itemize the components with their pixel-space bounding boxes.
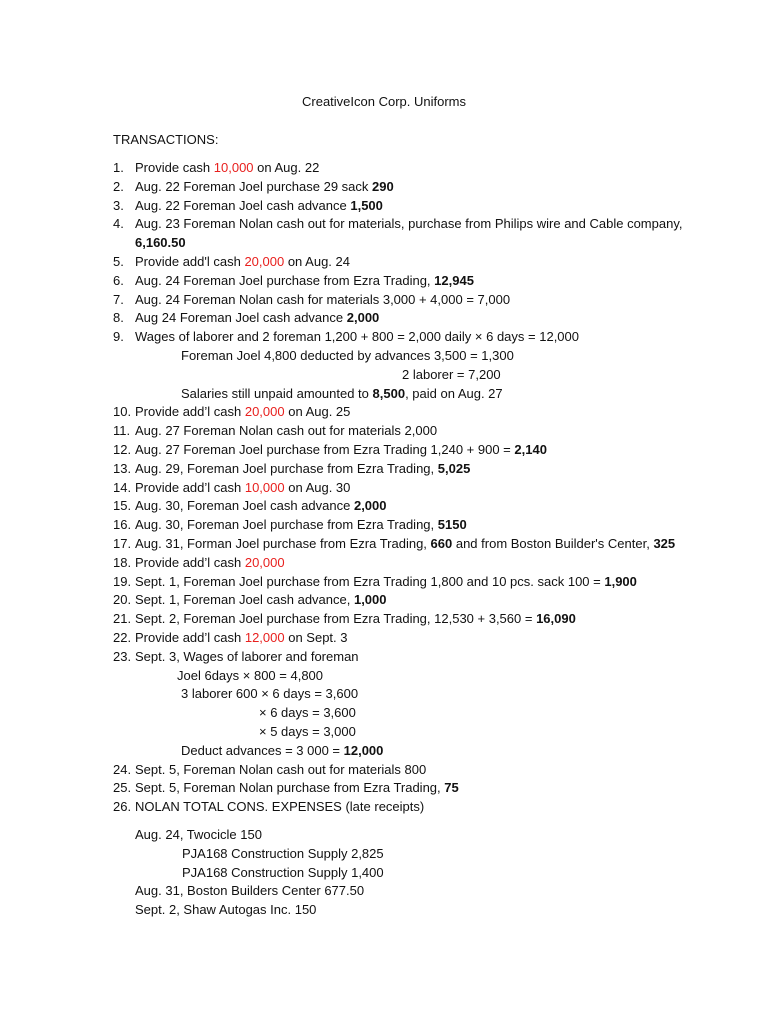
late-receipt-item: PJA168 Construction Supply 2,825	[182, 845, 384, 861]
item-text: Sept. 3, Wages of laborer and foreman	[135, 648, 359, 664]
transaction-subline	[113, 685, 713, 704]
item-text: Aug. 24 Foreman Nolan cash for materials 3,000 + 4,000 = 7,000	[135, 291, 511, 307]
item-text: Provide add’l cash	[135, 554, 245, 570]
transaction-item	[113, 178, 713, 197]
amount-bold: 1,000	[353, 592, 387, 608]
transaction-item	[113, 422, 713, 441]
transaction-item	[113, 215, 713, 234]
transaction-continuation	[113, 234, 713, 253]
amount-bold: 1,500	[350, 197, 383, 213]
transaction-item	[113, 460, 713, 479]
late-receipt-item: Aug. 31, Boston Builders Center 677.50	[135, 883, 365, 899]
item-number: 10.	[113, 404, 132, 420]
late-receipt-item: PJA168 Construction Supply 1,400	[182, 864, 384, 880]
subline-text: 2 laborer = 7,200	[402, 366, 501, 382]
item-number: 24.	[113, 761, 132, 777]
item-number: 23.	[113, 648, 132, 664]
amount-bold: 290	[372, 178, 394, 194]
item-text: NOLAN TOTAL CONS. EXPENSES (late receipts)	[135, 799, 425, 815]
item-number: 9.	[113, 329, 124, 345]
item-text: Aug. 29, Foreman Joel purchase from Ezra Trading,	[135, 460, 438, 476]
item-text: Sept. 5, Foreman Nolan purchase from Ezra Trading,	[135, 780, 445, 796]
item-text: Aug. 22 Foreman Joel cash advance	[135, 197, 351, 213]
transaction-item	[113, 554, 713, 573]
late-receipt-item: Aug. 24, Twocicle 150	[135, 827, 262, 842]
item-text: Provide add’l cash	[135, 404, 245, 420]
transaction-item	[113, 591, 713, 610]
transaction-item	[113, 328, 713, 347]
transactions-heading: TRANSACTIONS:	[113, 132, 219, 147]
item-number: 1.	[113, 160, 124, 175]
item-number: 7.	[113, 291, 124, 307]
cash-amount-red: 20,000	[244, 253, 285, 269]
item-number: 21.	[113, 611, 132, 627]
item-text: Provide cash	[135, 160, 214, 175]
transaction-subline	[113, 366, 713, 385]
item-number: 16.	[113, 517, 132, 533]
subline-text: 3 laborer 600 × 6 days = 3,600	[181, 686, 359, 702]
item-text: Aug. 27 Foreman Joel purchase from Ezra Trading 1,240 + 900 =	[135, 441, 515, 457]
item-text: Aug. 24 Foreman Joel purchase from Ezra Trading,	[135, 272, 435, 288]
item-number: 15.	[113, 498, 132, 514]
cash-amount-red: 20,000	[244, 554, 285, 570]
transaction-item	[113, 573, 713, 592]
cash-amount-red: 20,000	[244, 404, 285, 420]
amount-bold: 660	[430, 535, 453, 551]
transaction-item	[113, 516, 713, 535]
subline-text: Foreman Joel 4,800 deducted by advances 3,500 = 1,300	[181, 347, 514, 363]
subline-text: Salaries still unpaid amounted to	[181, 385, 373, 401]
amount-bold: 2,000	[346, 310, 380, 326]
transaction-item	[113, 648, 713, 667]
item-text: Provide add'l cash	[135, 253, 245, 269]
transaction-item	[113, 441, 713, 460]
item-number: 11.	[113, 423, 131, 439]
transaction-subline	[113, 723, 713, 742]
item-text: Aug. 27 Foreman Nolan cash out for materials 2,000	[135, 423, 438, 439]
transaction-subline	[113, 742, 713, 761]
item-text-post: on Aug. 30	[284, 479, 351, 495]
amount-bold: 1,900	[604, 573, 637, 589]
transaction-item	[113, 497, 713, 516]
item-text: Provide add’l cash	[135, 479, 245, 495]
item-text: Sept. 1, Foreman Joel cash advance,	[135, 592, 354, 608]
subline-text: Deduct advances = 3 000 =	[181, 742, 344, 758]
transaction-subline	[113, 667, 713, 686]
late-receipts-list	[135, 826, 384, 920]
amount-bold: 5,025	[437, 460, 471, 476]
transaction-subline	[113, 704, 713, 723]
item-text-post: on Aug. 22	[253, 160, 320, 175]
subline-text-post: , paid on Aug. 27	[405, 385, 503, 401]
subline-text: Joel 6days × 800 = 4,800	[177, 667, 324, 683]
item-text: Aug 24 Foreman Joel cash advance	[135, 310, 347, 326]
document-title: CreativeIcon Corp. Uniforms	[302, 94, 466, 109]
item-text: Aug. 22 Foreman Joel purchase 29 sack	[135, 178, 373, 194]
item-text: Aug. 23 Foreman Nolan cash out for materials, purchase from Philips wire and Cable company,	[135, 216, 683, 232]
amount-bold: 2,000	[353, 498, 387, 514]
transaction-subline	[113, 385, 713, 404]
transaction-item	[113, 761, 713, 780]
item-number: 12.	[113, 441, 132, 457]
item-number: 3.	[113, 197, 124, 213]
cash-amount-red: 12,000	[244, 629, 285, 645]
item-number: 26.	[113, 799, 132, 815]
transaction-subline	[113, 347, 713, 366]
item-number: 14.	[113, 479, 132, 495]
item-text-post: on Sept. 3	[284, 629, 348, 645]
cash-amount-red: 10,000	[244, 479, 285, 495]
amount-bold: 16,090	[536, 611, 576, 627]
item-number: 13.	[113, 460, 132, 476]
item-number: 4.	[113, 216, 124, 232]
item-text: Sept. 1, Foreman Joel purchase from Ezra Trading 1,800 and 10 pcs. sack 100 =	[135, 573, 605, 589]
item-number: 17.	[113, 535, 132, 551]
transaction-list	[113, 159, 713, 817]
item-text: Sept. 2, Foreman Joel purchase from Ezra Trading, 12,530 + 3,560 =	[135, 611, 537, 627]
transaction-item	[113, 403, 713, 422]
item-number: 19.	[113, 573, 132, 589]
transaction-item	[113, 479, 713, 498]
transaction-item	[113, 253, 713, 272]
item-number: 18.	[113, 554, 132, 570]
transaction-item	[113, 798, 713, 817]
item-text: Wages of laborer and 2 foreman 1,200 + 800 = 2,000 daily × 6 days = 12,000	[135, 329, 579, 345]
amount-bold: 75	[444, 780, 459, 796]
item-text-post: and from Boston Builder's Center,	[452, 535, 654, 551]
item-text: Provide add’l cash	[135, 629, 245, 645]
item-text: Sept. 5, Foreman Nolan cash out for materials 800	[135, 761, 427, 777]
transaction-item	[113, 610, 713, 629]
amount-bold: 8,500	[372, 385, 406, 401]
transaction-item	[113, 629, 713, 648]
item-text: Aug. 30, Foreman Joel purchase from Ezra Trading,	[135, 517, 438, 533]
cash-amount-red: 10,000	[213, 160, 254, 175]
transaction-item	[113, 272, 713, 291]
amount-bold: 325	[653, 535, 676, 551]
amount-bold: 5150	[437, 517, 467, 533]
item-text-post: on Aug. 25	[284, 404, 351, 420]
item-number: 2.	[113, 178, 124, 194]
amount-bold: 2,140	[514, 441, 547, 457]
amount-bold: 6,160.50	[135, 235, 186, 251]
item-number: 22.	[113, 629, 132, 645]
item-number: 6.	[113, 272, 124, 288]
subline-text: × 5 days = 3,000	[259, 723, 356, 739]
amount-bold: 12,945	[434, 272, 474, 288]
subline-text: × 6 days = 3,600	[259, 705, 356, 721]
amount-bold: 12,000	[343, 742, 384, 758]
transaction-item	[113, 159, 713, 178]
item-text: Aug. 30, Foreman Joel cash advance	[135, 498, 354, 514]
transaction-item	[113, 779, 713, 798]
item-number: 5.	[113, 253, 124, 269]
transaction-item	[113, 197, 713, 216]
item-number: 20.	[113, 592, 132, 608]
late-receipt-item: Sept. 2, Shaw Autogas Inc. 150	[135, 902, 317, 918]
item-number: 25.	[113, 780, 132, 796]
transaction-item	[113, 309, 713, 328]
item-text: Aug. 31, Forman Joel purchase from Ezra Trading,	[135, 535, 431, 551]
item-number: 8.	[113, 310, 124, 326]
transaction-item	[113, 291, 713, 310]
transaction-item	[113, 535, 713, 554]
item-text-post: on Aug. 24	[284, 253, 350, 269]
